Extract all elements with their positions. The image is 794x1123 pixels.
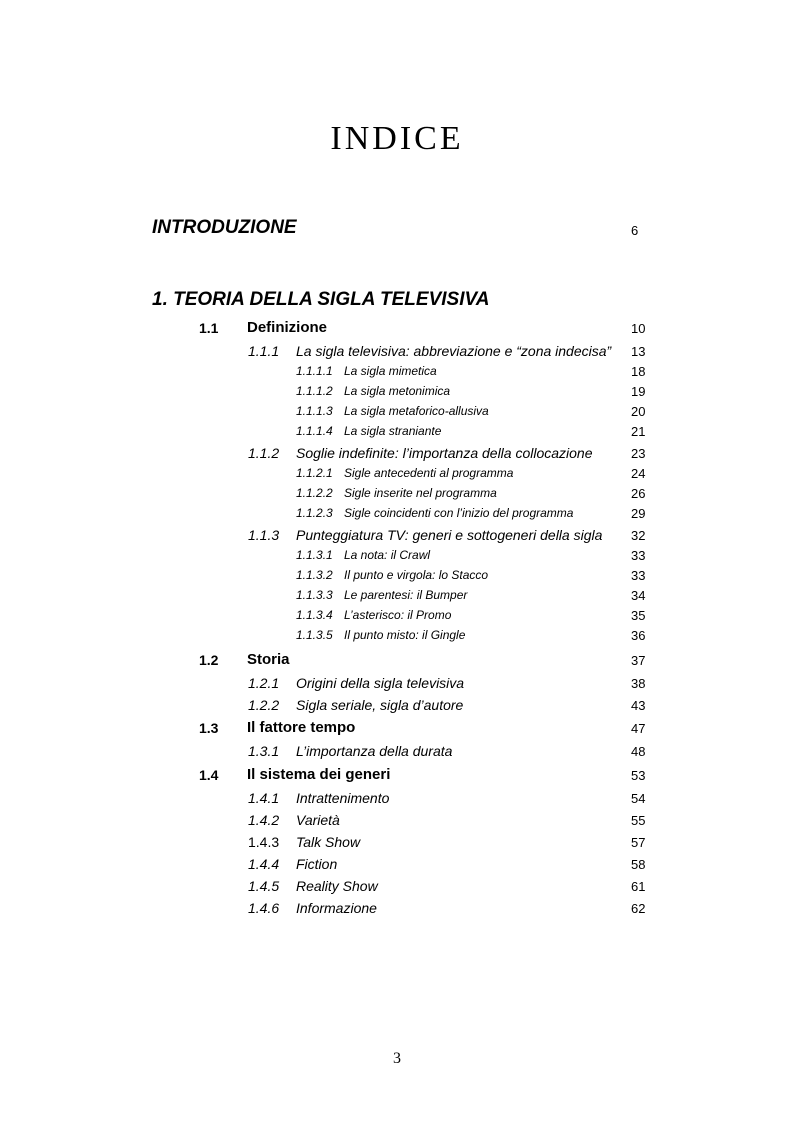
toc-entry-page: 29 <box>631 506 646 521</box>
page-title: INDICE <box>330 120 464 157</box>
toc-entry-label: Fiction <box>296 856 338 872</box>
toc-entry-page: 19 <box>631 384 646 399</box>
toc-entry-page: 37 <box>631 653 646 668</box>
toc-entry-number: 1.4.5 <box>248 878 280 894</box>
toc-entry-label: Sigle inserite nel programma <box>344 486 497 500</box>
page-number: 3 <box>393 1050 401 1067</box>
toc-entry-page: 33 <box>631 548 646 563</box>
toc-entry-page: 21 <box>631 424 646 439</box>
toc-entry-label: L’asterisco: il Promo <box>344 608 452 622</box>
toc-entry-number: 1.4.3 <box>248 834 280 850</box>
toc-entry-number: 1.4.6 <box>248 900 280 916</box>
toc-entry-label: La sigla straniante <box>344 424 442 438</box>
toc-entry-page: 10 <box>631 321 646 336</box>
toc-entry-number: 1.4 <box>199 767 219 783</box>
toc-entry-label: Le parentesi: il Bumper <box>344 588 468 602</box>
toc-entry-number: 1.4.4 <box>248 856 280 872</box>
toc-entry-page: 57 <box>631 835 646 850</box>
toc-entry-label: Sigle coincidenti con l’inizio del programma <box>344 506 574 520</box>
toc-entry-number: 1.1.3.5 <box>296 628 333 642</box>
toc-entry-number: 1.2 <box>199 652 219 668</box>
toc-entry-number: 1.1 <box>199 320 219 336</box>
toc-entry-page: 47 <box>631 721 646 736</box>
toc-entry-page: 61 <box>631 879 646 894</box>
toc-entry-number: 1.1.1 <box>248 343 280 359</box>
toc-entry-page: 20 <box>631 404 646 419</box>
toc-entry-label: Il sistema dei generi <box>247 766 391 783</box>
toc-entry-label: Sigla seriale, sigla d’autore <box>296 697 464 713</box>
toc-entry-number: 1.4.1 <box>248 790 280 806</box>
toc-entry-page: 58 <box>631 857 646 872</box>
toc-entry-number: 1.1.2.3 <box>296 506 333 520</box>
toc-entry-number: 1.1.3.4 <box>296 608 333 622</box>
toc-entry-label: Storia <box>247 651 290 668</box>
toc-entry-label: Sigle antecedenti al programma <box>344 466 514 480</box>
toc-entry-label: Soglie indefinite: l’importanza della collocazione <box>296 445 593 461</box>
toc-entry-label: Informazione <box>296 900 377 916</box>
toc-entry-page: 48 <box>631 744 646 759</box>
toc-entry-number: 1.1.1.1 <box>296 364 333 378</box>
toc-entry-page: 13 <box>631 344 646 359</box>
toc-intro-label: INTRODUZIONE <box>152 217 297 238</box>
toc-intro-page: 6 <box>631 223 639 238</box>
toc-entry-label: La nota: il Crawl <box>344 548 431 562</box>
toc-entry-label: La sigla metaforico-allusiva <box>344 404 489 418</box>
toc-entry-number: 1.1.1.2 <box>296 384 333 398</box>
toc-entry-page: 43 <box>631 698 646 713</box>
toc-entry-label: Il punto misto: il Gingle <box>344 628 466 642</box>
toc-entry-label: Definizione <box>247 319 328 336</box>
toc-entry-label: La sigla mimetica <box>344 364 437 378</box>
toc-entry-label: Varietà <box>296 812 340 828</box>
toc-entry-page: 24 <box>631 466 646 481</box>
toc-entry-label: Intrattenimento <box>296 790 390 806</box>
toc-entry-page: 18 <box>631 364 646 379</box>
toc-entry-page: 34 <box>631 588 646 603</box>
toc-entry-number: 1.1.3.1 <box>296 548 333 562</box>
toc-entry-number: 1.1.3 <box>248 527 280 543</box>
toc-entry-page: 32 <box>631 528 646 543</box>
toc-entry-number: 1.3 <box>199 720 219 736</box>
toc-entry-label: Il punto e virgola: lo Stacco <box>344 568 489 582</box>
toc-entry-number: 1.2.2 <box>248 697 280 713</box>
toc-entry-label: Origini della sigla televisiva <box>296 675 465 691</box>
toc-entry-number: 1.1.1.3 <box>296 404 333 418</box>
toc-entry-number: 1.2.1 <box>248 675 280 691</box>
toc-entry-number: 1.1.3.3 <box>296 588 333 602</box>
toc-entry-label: Reality Show <box>296 878 378 894</box>
toc-entry-page: 54 <box>631 791 646 806</box>
toc-entry-number: 1.3.1 <box>248 743 280 759</box>
toc-entry-page: 26 <box>631 486 646 501</box>
toc-entry-number: 1.1.2.1 <box>296 466 333 480</box>
toc-entry-label: Punteggiatura TV: generi e sottogeneri della sigla <box>296 527 603 543</box>
toc-entry-number: 1.1.3.2 <box>296 568 333 582</box>
toc-entry-page: 53 <box>631 768 646 783</box>
toc-entry-page: 33 <box>631 568 646 583</box>
toc-entry-label: La sigla televisiva: abbreviazione e “zona indecisa” <box>296 343 612 359</box>
toc-entry-page: 55 <box>631 813 646 828</box>
toc-entry-label: La sigla metonimica <box>344 384 451 398</box>
toc-entry-number: 1.1.2 <box>248 445 280 461</box>
toc-entry-label: L’importanza della durata <box>296 743 453 759</box>
toc-entry-page: 62 <box>631 901 646 916</box>
toc-entry-label: Talk Show <box>296 834 361 850</box>
toc-entry-number: 1.4.2 <box>248 812 280 828</box>
toc-entry-page: 38 <box>631 676 646 691</box>
toc-entry-page: 36 <box>631 628 646 643</box>
toc-chapter-heading: 1. TEORIA DELLA SIGLA TELEVISIVA <box>152 289 490 310</box>
toc-entry-number: 1.1.2.2 <box>296 486 333 500</box>
toc-entry-number: 1.1.1.4 <box>296 424 333 438</box>
toc-entry-page: 23 <box>631 446 646 461</box>
toc-entry-label: Il fattore tempo <box>247 719 356 736</box>
toc-entry-page: 35 <box>631 608 646 623</box>
